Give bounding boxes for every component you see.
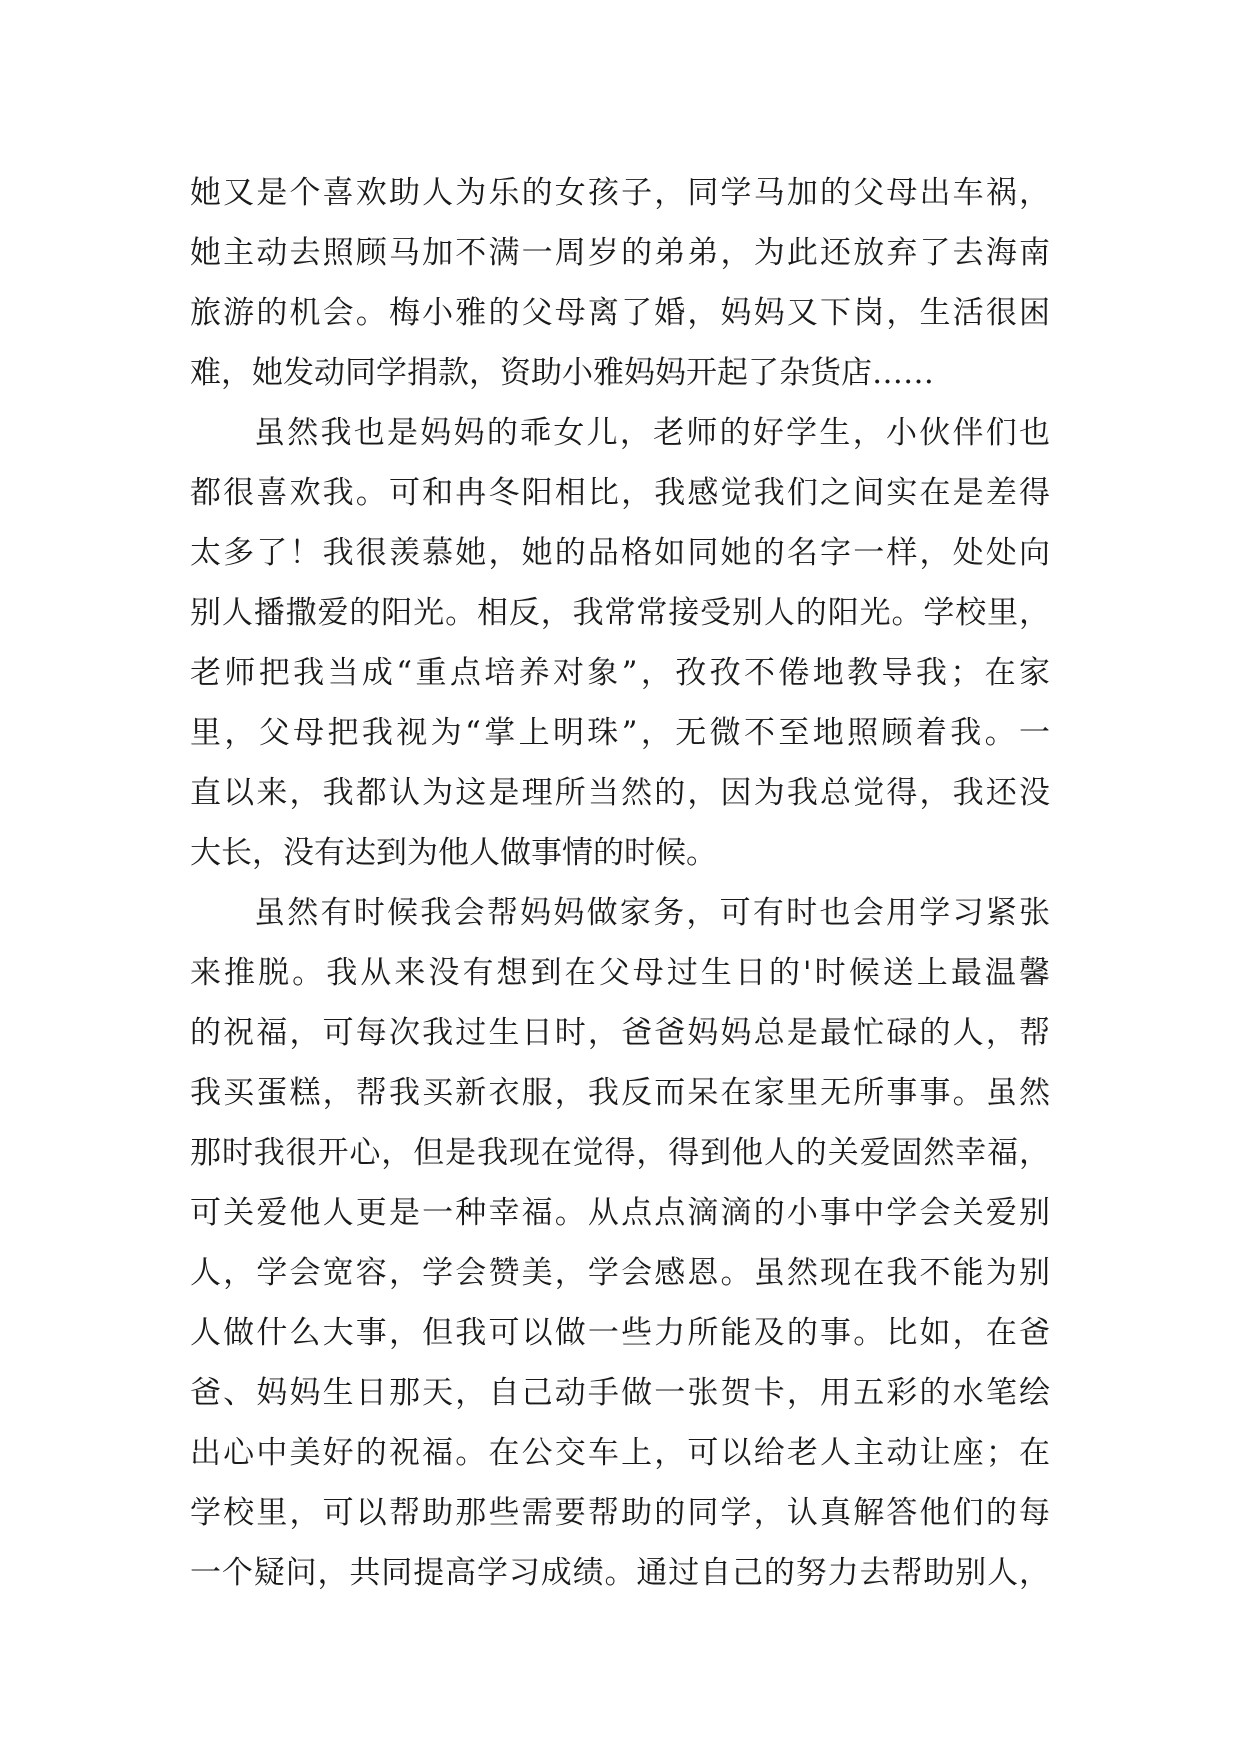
text-line: 我买蛋糕，帮我买新衣服，我反而呆在家里无所事事。虽然 xyxy=(190,1075,1050,1111)
body-text xyxy=(190,163,1050,1603)
text-line: 可关爱他人更是一种幸福。从点点滴滴的小事中学会关爱别 xyxy=(190,1195,1050,1231)
text-line: 别人播撒爱的阳光。相反，我常常接受别人的阳光。学校里， xyxy=(190,595,1050,631)
text-line: 里，父母把我视为“掌上明珠”，无微不至地照顾着我。一 xyxy=(190,715,1050,751)
text-line: 爸、妈妈生日那天，自己动手做一张贺卡，用五彩的水笔绘 xyxy=(190,1375,1050,1411)
text-line: 人做什么大事，但我可以做一些力所能及的事。比如，在爸 xyxy=(190,1315,1050,1351)
text-line: 人，学会宽容，学会赞美，学会感恩。虽然现在我不能为别 xyxy=(190,1255,1050,1291)
text-line: 难，她发动同学捐款，资助小雅妈妈开起了杂货店…… xyxy=(190,355,934,391)
paragraph-first-line: 虽然有时候我会帮妈妈做家务，可有时也会用学习紧张 xyxy=(254,895,1050,931)
text-line: 她主动去照顾马加不满一周岁的弟弟，为此还放弃了去海南 xyxy=(190,235,1050,271)
text-line: 来推脱。我从来没有想到在父母过生日的'时候送上最温馨 xyxy=(190,955,1050,991)
text-line: 都很喜欢我。可和冉冬阳相比，我感觉我们之间实在是差得 xyxy=(190,475,1050,511)
text-line: 的祝福，可每次我过生日时，爸爸妈妈总是最忙碌的人，帮 xyxy=(190,1015,1050,1051)
text-line: 太多了！我很羡慕她，她的品格如同她的名字一样，处处向 xyxy=(190,535,1050,571)
text-line: 她又是个喜欢助人为乐的女孩子，同学马加的父母出车祸， xyxy=(190,175,1050,211)
text-line: 直以来，我都认为这是理所当然的，因为我总觉得，我还没 xyxy=(190,775,1050,811)
paragraph-first-line: 虽然我也是妈妈的乖女儿，老师的好学生，小伙伴们也 xyxy=(254,415,1050,451)
text-line: 出心中美好的祝福。在公交车上，可以给老人主动让座；在 xyxy=(190,1435,1050,1471)
text-line: 学校里，可以帮助那些需要帮助的同学，认真解答他们的每 xyxy=(190,1495,1050,1531)
text-line: 一个疑问，共同提高学习成绩。通过自己的努力去帮助别人， xyxy=(190,1555,1050,1591)
text-line: 老师把我当成“重点培养对象”，孜孜不倦地教导我；在家 xyxy=(190,655,1050,691)
text-line: 旅游的机会。梅小雅的父母离了婚，妈妈又下岗，生活很困 xyxy=(190,295,1050,331)
text-line: 大长，没有达到为他人做事情的时候。 xyxy=(190,835,717,871)
text-line: 那时我很开心，但是我现在觉得，得到他人的关爱固然幸福， xyxy=(190,1135,1050,1171)
